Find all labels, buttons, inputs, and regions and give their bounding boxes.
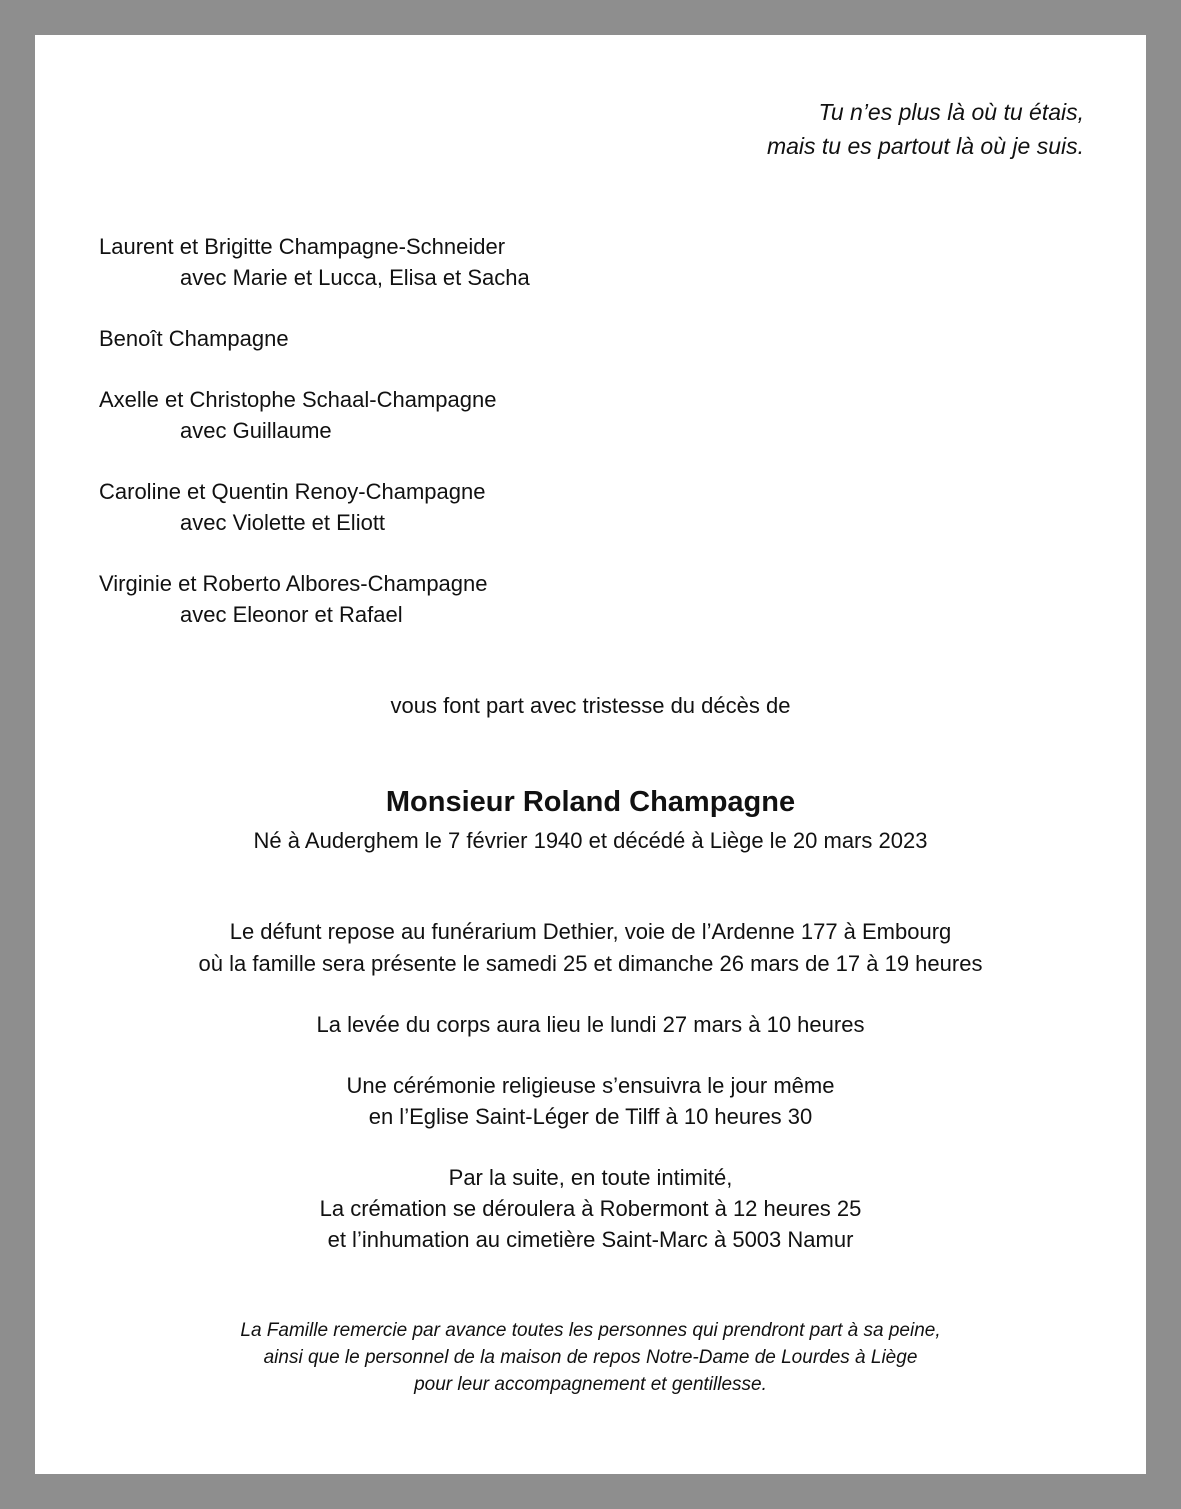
deceased-name: Monsieur Roland Champagne (385, 786, 796, 818)
quote-line-2: mais tu es partout là où je suis. (766, 133, 1084, 159)
family-children-1: avec Marie et Lucca, Elisa et Sacha (180, 265, 530, 290)
family-member-3: Axelle et Christophe Schaal-Champagne (99, 387, 497, 412)
family-children-3: avec Guillaume (180, 418, 332, 443)
family-member-1: Laurent et Brigitte Champagne-Schneider (99, 234, 506, 259)
announcement-text: vous font part avec tristesse du décès de (390, 693, 791, 718)
family-member-2: Benoît Champagne (99, 326, 289, 351)
suite-line-2: La crémation se déroulera à Robermont à 12 heures 25 (319, 1196, 862, 1221)
ceremony-line-1: Une cérémonie religieuse s’ensuivra le jour même (346, 1073, 835, 1098)
family-member-5: Virginie et Roberto Albores-Champagne (99, 571, 488, 596)
repose-line-2: où la famille sera présente le samedi 25 et dimanche 26 mars de 17 à 19 heures (198, 951, 983, 976)
levee-text: La levée du corps aura lieu le lundi 27 mars à 10 heures (316, 1012, 865, 1037)
thanks-line-1: La Famille remercie par avance toutes les personnes qui prendront part à sa peine, (240, 1320, 941, 1341)
thanks-line-3: pour leur accompagnement et gentillesse. (414, 1374, 767, 1395)
repose-line-1: Le défunt repose au funérarium Dethier, voie de l’Ardenne 177 à Embourg (229, 919, 952, 944)
family-children-4: avec Violette et Eliott (180, 510, 386, 535)
deceased-dates: Né à Auderghem le 7 février 1940 et décédé à Liège le 20 mars 2023 (253, 828, 928, 853)
ceremony-line-2: en l’Eglise Saint-Léger de Tilff à 10 heures 30 (368, 1104, 813, 1129)
suite-line-1: Par la suite, en toute intimité, (448, 1165, 733, 1190)
quote-line-1: Tu n’es plus là où tu étais, (818, 99, 1084, 125)
family-children-5: avec Eleonor et Rafael (180, 602, 403, 627)
thanks-line-2: ainsi que le personnel de la maison de repos Notre-Dame de Lourdes à Liège (263, 1347, 918, 1368)
suite-line-3: et l’inhumation au cimetière Saint-Marc à 5003 Namur (327, 1227, 854, 1252)
obituary-page (35, 35, 1146, 1474)
family-member-4: Caroline et Quentin Renoy-Champagne (99, 479, 486, 504)
